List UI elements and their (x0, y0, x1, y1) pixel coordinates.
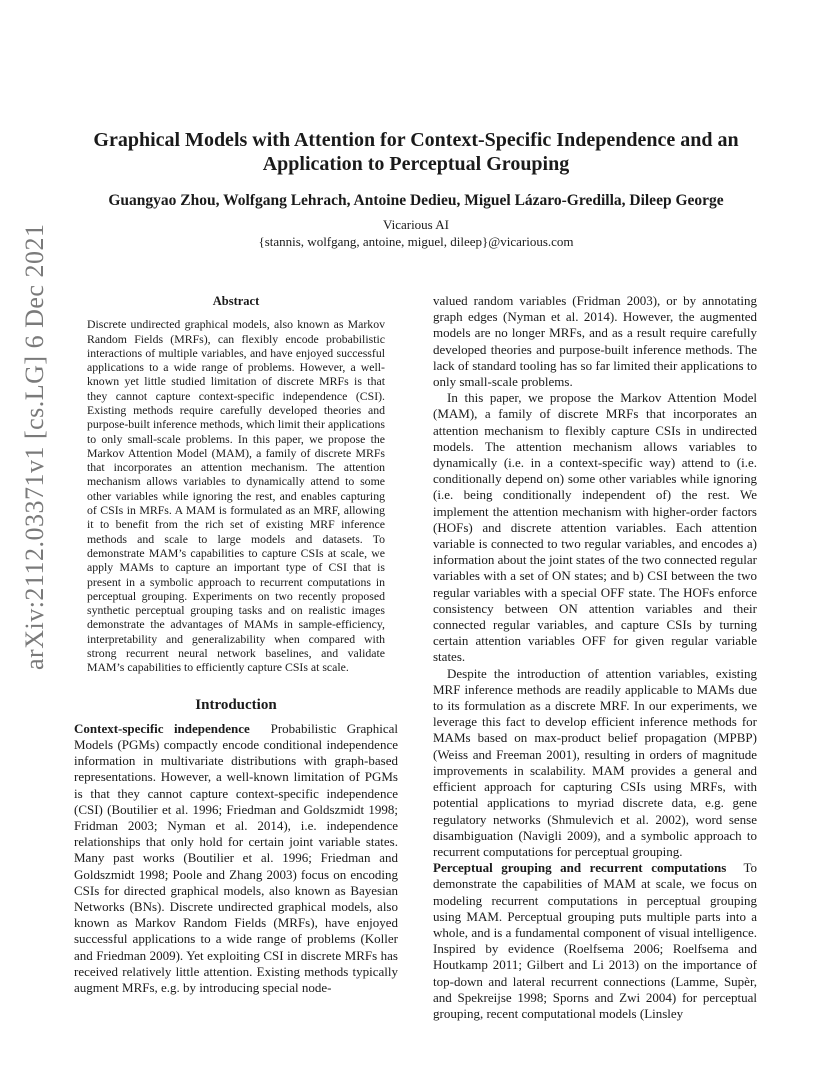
introduction-heading: Introduction (195, 696, 277, 713)
author-emails: {stannis, wolfgang, antoine, miguel, dileep}@vicarious.com (258, 234, 574, 249)
author-list: Guangyao Zhou, Wolfgang Lehrach, Antoine Dedieu, Miguel Lázaro-Gredilla, Dileep George (108, 192, 724, 209)
right-column (433, 293, 757, 1022)
intro-paragraph-2: valued random variables (Fridman 2003), or by annotating graph edges (Nyman et al. 2014). However, the augmented models are no longer MRFs, and as a result require carefully developed theories and purpose-built inference methods. The lack of standard tooling has so far limited their applications to only small-scale problems. (433, 293, 757, 390)
left-column (74, 293, 398, 996)
affiliation-block (60, 216, 772, 250)
intro-paragraph-1 (74, 721, 398, 996)
paragraph-heading-perceptual-grouping: Perceptual grouping and recurrent computations (433, 860, 727, 876)
paper-title: Graphical Models with Attention for Context-Specific Independence and an Application to Perceptual Grouping (93, 129, 739, 175)
intro-paragraph-5 (433, 860, 757, 1022)
intro-paragraph-1-text: Probabilistic Graphical Models (PGMs) compactly encode conditional independence information in multivariate distributions with graph-based representations. However, a well-known limitation of PGMs is that they cannot capture context-specific independence (CSI) (Boutilier et al. 1996; Friedman and Goldszmidt 1998; Fridman 2003; Nyman et al. 2014), i.e. independence relationships that only hold for certain joint variable states. Many past works (Boutilier et al. 1996; Friedman and Goldszmidt 1998; Poole and Zhang 2003) focus on encoding CSIs for directed graphical models, also known as Bayesian Networks (BNs). Discrete undirected graphical models, also known as Markov Random Fields (MRFs), have enjoyed successful applications to a wide range of problems (Koller and Friedman 2009). Yet exploiting CSI in discrete MRFs has received relatively little attention. Existing methods typically augment MRFs, e.g. by introducing special node- (74, 720, 399, 996)
abstract-text: Discrete undirected graphical models, also known as Markov Random Fields (MRFs), can flexibly encode probabilistic interactions of multiple variables, and have enjoyed successful applications to a wide range of problems. However, a well-known yet little studied limitation of discrete MRFs is that they cannot capture context-specific independence (CSI). Existing methods require carefully developed theories and purpose-built inference methods, which limit their applications to only small-scale problems. In this paper, we propose the Markov Attention Model (MAM), a family of discrete MRFs that incorporates an attention mechanism. The attention mechanism allows variables to dynamically attend to some other variables while ignoring the rest, and enables capturing of CSIs in MRFs. A MAM is formulated as an MRF, allowing it to benefit from the rich set of existing MRF inference methods and scale to large models and datasets. To demonstrate MAM’s capabilities to capture CSIs at scale, we apply MAMs to capture an important type of CSI that is present in a symbolic approach to recurrent computations in perceptual grouping. Experiments on two recently proposed synthetic perceptual grouping tasks and on realistic images demonstrate the advantages of MAMs in sample-efficiency, interpretability and generalizability when compared with strong recurrent neural network baselines, and validate MAM’s capabilities to efficiently capture CSIs at scale. (87, 317, 385, 675)
arxiv-identifier: arXiv:2112.03371v1 [cs.LG] 6 Dec 2021 (20, 223, 49, 670)
paragraph-heading-csi: Context-specific independence (74, 720, 250, 736)
intro-paragraph-3: In this paper, we propose the Markov Attention Model (MAM), a family of discrete MRFs that incorporates an attention mechanism to flexibly capture CSIs in undirected models. The attention mechanism allows variables to dynamically (i.e. in a context-specific way) attend to (i.e. conditionally depend on) some other variables while ignoring (i.e. being conditionally independent of) the rest. We implement the attention mechanism with higher-order factors (HOFs) and discrete attention variables. Each attention variable is connected to two regular variables, and encodes a) information about the joint states of the two connected regular variables with a set of ON states; and b) CSI between the two regular variables with a special OFF state. The HOFs enforce consistency between ON attention variables and their connected regular variables, and capture CSIs by turning certain attention variables OFF for given regular variable states. (433, 390, 757, 665)
abstract-heading: Abstract (212, 294, 260, 308)
intro-paragraph-4: Despite the introduction of attention variables, existing MRF inference methods are readily applicable to MAMs due to its formulation as a discrete MRF. In our experiments, we leverage this fact to develop efficient inference methods for MAMs based on max-product belief propagation (MPBP) (Weiss and Freeman 2001), resulting in orders of magnitude improvements in scalability. MAM provides a general and efficient approach for capturing CSIs using MRFs, with potential applications to myriad discrete data, e.g. gene regulatory networks (Shmulevich et al. 2002), word sense disambiguation (Navigli 2009), and a symbolic approach to recurrent computations for perceptual grouping. (433, 665, 757, 859)
affiliation: Vicarious AI (382, 217, 449, 232)
intro-paragraph-5-text: To demonstrate the capabilities of MAM at scale, we focus on modeling recurrent computations in perceptual grouping using MAM. Perceptual grouping puts multiple parts into a whole, and is a fundamental component of visual intelligence. Inspired by evidence (Roelfsema 2006; Roelfsema and Houtkamp 2011; Gilbert and Li 2013) on the importance of top-down and lateral recurrent connections (Lamme, Supèr, and Spekreijse 1998; Sporns and Zwi 2004) for perceptual grouping, recent computational models (Linsley (433, 860, 757, 1021)
